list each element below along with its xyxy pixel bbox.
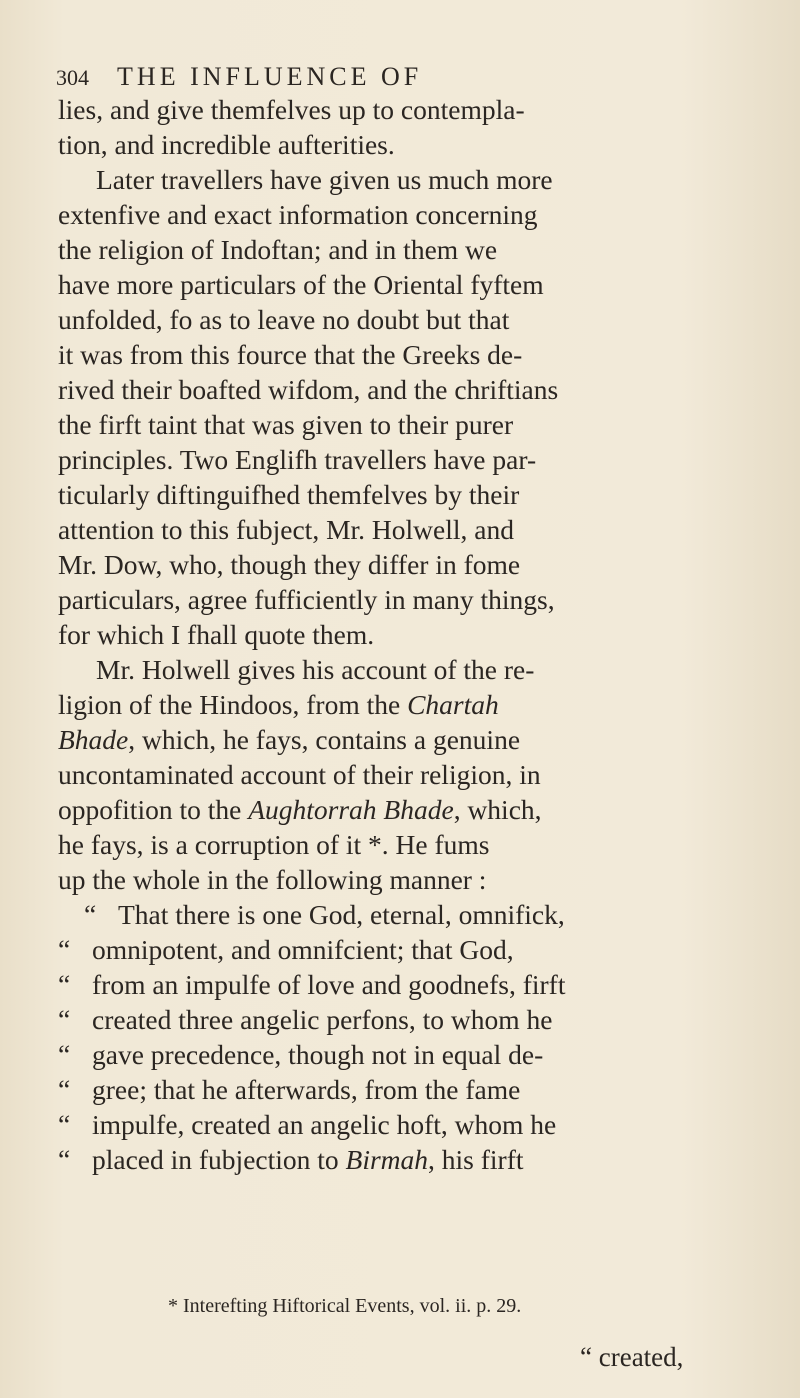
- text-line: Mr. Dow, who, though they differ in fome: [58, 549, 521, 580]
- quote-line: [58, 932, 778, 967]
- text-line: tion, and incredible aufterities.: [58, 129, 395, 160]
- text-line: particulars, agree fufficiently in many things,: [58, 584, 555, 615]
- text-span: oppofition to the: [58, 794, 249, 825]
- text-span: gave precedence, though not in equal de-: [92, 1039, 544, 1070]
- quote-mark: “: [58, 1039, 71, 1070]
- text-span: ligion of the Hindoos, from the: [58, 689, 408, 720]
- text-line: for which I fhall quote them.: [58, 619, 375, 650]
- text-line: it was from this fource that the Greeks de-: [58, 339, 523, 370]
- text-line: have more particulars of the Oriental fyftem: [58, 269, 544, 300]
- quote-line: [58, 897, 778, 932]
- text-span: placed in fubjection to: [92, 1144, 346, 1175]
- quote-line: [58, 1142, 778, 1177]
- text-span: gree; that he afterwards, from the fame: [92, 1074, 521, 1105]
- text-line: he fays, is a corruption of it *. He fums: [58, 829, 490, 860]
- text-line: extenfive and exact information concerning: [58, 199, 538, 230]
- text-line: attention to this fubject, Mr. Holwell, and: [58, 514, 514, 545]
- text-span: , which, he fays, contains a genuine: [128, 724, 521, 755]
- footnote: * Interefting Hiftorical Events, vol. ii. p. 29.: [168, 1295, 522, 1317]
- text-line: the religion of Indoftan; and in them we: [58, 234, 498, 265]
- running-title: THE INFLUENCE OF: [117, 62, 423, 91]
- quote-mark: “: [58, 1144, 71, 1175]
- text-line: lies, and give themfelves up to contempla-: [58, 94, 525, 125]
- text-line: rived their boafted wifdom, and the chriftians: [58, 374, 559, 405]
- quote-line: [58, 967, 778, 1002]
- text-line: Later travellers have given us much more: [96, 164, 553, 195]
- text-line: [58, 792, 778, 827]
- text-line: ticularly diftinguifhed themfelves by their: [58, 479, 520, 510]
- quote-mark: “: [58, 1004, 71, 1035]
- text-span: That there is one God, eternal, omnifick,: [118, 899, 565, 930]
- text-line: up the whole in the following manner :: [58, 864, 487, 895]
- quote-mark: “: [58, 1109, 71, 1140]
- italic-title: Aughtorrah Bhade: [248, 794, 454, 825]
- text-line: Mr. Holwell gives his account of the re-: [96, 654, 535, 685]
- text-line: the firft taint that was given to their purer: [58, 409, 514, 440]
- quote-line: [58, 1002, 778, 1037]
- text-span: , which,: [453, 794, 542, 825]
- text-line: principles. Two Englifh travellers have par-: [58, 444, 537, 475]
- text-line: [58, 687, 778, 722]
- catchword: “ created,: [580, 1342, 684, 1372]
- quote-mark: “: [58, 934, 71, 965]
- quote-mark: “: [58, 969, 71, 1000]
- text-span: omnipotent, and omnifcient; that God,: [92, 934, 514, 965]
- text-span: , his firft: [428, 1144, 524, 1175]
- italic-title: Chartah: [407, 689, 499, 720]
- running-header: [56, 62, 756, 93]
- text-line: uncontaminated account of their religion, in: [58, 759, 541, 790]
- italic-name: Birmah: [345, 1144, 429, 1175]
- body-text: [58, 92, 778, 1177]
- quote-line: [58, 1037, 778, 1072]
- text-line: [58, 722, 778, 757]
- text-span: from an impulfe of love and goodnefs, firft: [92, 969, 566, 1000]
- quote-mark: “: [58, 1074, 71, 1105]
- quote-mark: “: [84, 899, 97, 930]
- quote-line: [58, 1107, 778, 1142]
- quote-line: [58, 1072, 778, 1107]
- page-number: 304: [56, 65, 89, 90]
- text-span: impulfe, created an angelic hoft, whom he: [92, 1109, 557, 1140]
- text-span: created three angelic perfons, to whom he: [92, 1004, 553, 1035]
- italic-title: Bhade: [58, 724, 129, 755]
- text-line: unfolded, fo as to leave no doubt but that: [58, 304, 510, 335]
